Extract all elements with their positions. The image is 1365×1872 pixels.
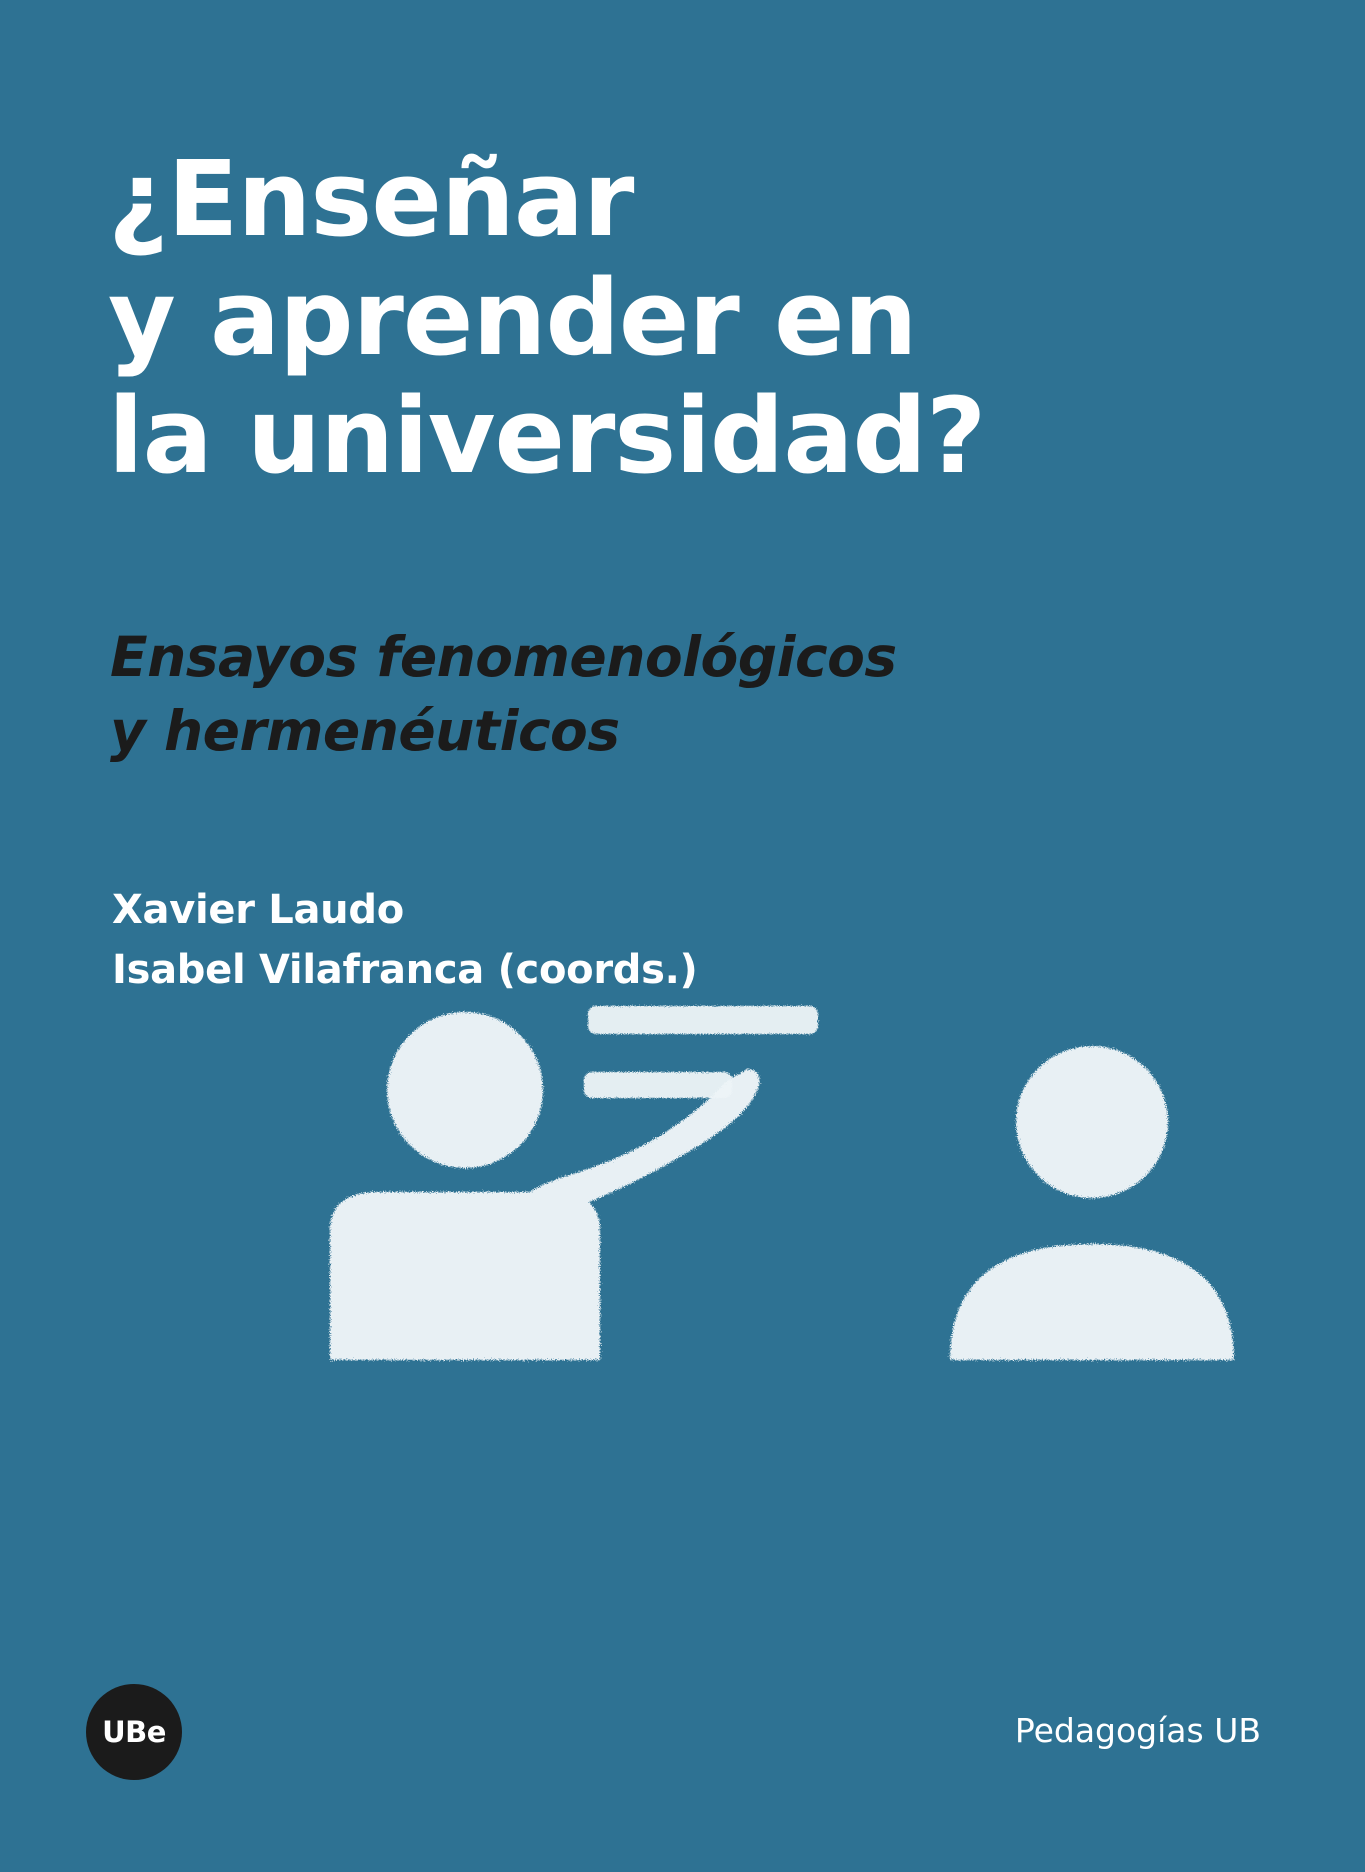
title-line-3: la universidad?: [108, 375, 986, 498]
speech-dashes: [584, 1006, 818, 1098]
cover-illustration: [0, 960, 1365, 1440]
author-1: Xavier Laudo: [112, 887, 404, 933]
teacher-figure: [330, 1012, 760, 1360]
publisher-logo: [86, 1684, 182, 1780]
subtitle: [110, 620, 1110, 769]
subtitle-line-2: y hermenéuticos: [110, 699, 620, 764]
student-figure: [950, 1046, 1234, 1360]
subtitle-line-1: Ensayos fenomenológicos: [110, 625, 897, 689]
author-2: Isabel Vilafranca (coords.): [112, 947, 698, 993]
page-title: [108, 140, 1258, 496]
collection-name: Pedagogías UB: [1014, 1711, 1261, 1750]
title-line-1: ¿Enseñar: [108, 138, 634, 260]
publisher-logo-label: UBe: [102, 1715, 166, 1749]
title-line-2: y aprender en: [108, 256, 917, 379]
